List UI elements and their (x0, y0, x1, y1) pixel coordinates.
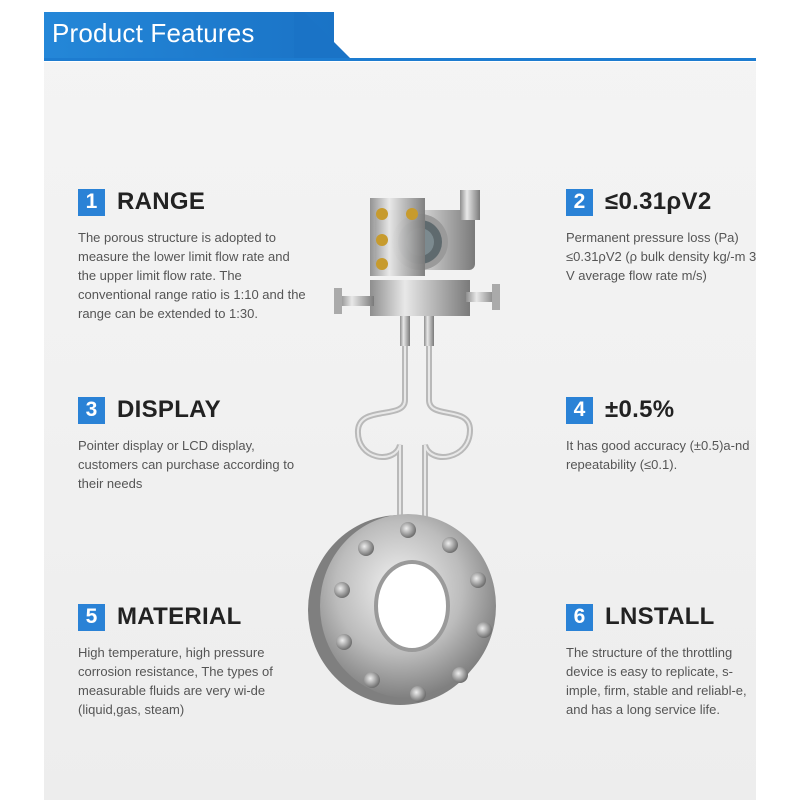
feature-accuracy (566, 394, 766, 474)
feature-title: MATERIAL (117, 603, 242, 630)
impulse-tubes (358, 346, 470, 520)
transmitter-head (370, 190, 480, 276)
section-banner (44, 0, 756, 62)
feature-title: LNSTALL (605, 603, 715, 630)
banner-slant (294, 12, 354, 58)
feature-description: Pointer display or LCD display, customers can purchase according to their needs (78, 438, 295, 491)
banner-underline (44, 58, 756, 61)
orifice-flange (308, 514, 496, 705)
feature-description: The structure of the throttling device is easy to replicate, s-imple, firm, stable and reliabl-e, and has a long service life. (566, 645, 747, 717)
feature-number-badge: 4 (566, 397, 593, 424)
feature-material (78, 601, 308, 719)
page-title: Product Features (52, 18, 255, 48)
feature-number-badge: 3 (78, 397, 105, 424)
feature-install (566, 601, 766, 719)
feature-display (78, 394, 308, 493)
feature-number-badge: 1 (78, 189, 105, 216)
feature-description: Permanent pressure loss (Pa) ≤0.31ρV2 (ρ bulk density kg/-m 3 V average flow rate m/s) (566, 230, 757, 283)
feature-description: The porous structure is adopted to measure the lower limit flow rate and the upper limit flow rate. The conventional range ratio is 1:10 and the range can be extended to 1:30. (78, 230, 306, 321)
feature-number-badge: 5 (78, 604, 105, 631)
feature-title: ≤0.31ρV2 (605, 188, 712, 215)
feature-pressure-loss (566, 186, 766, 285)
feature-title: RANGE (117, 188, 206, 215)
flowmeter-product-image (300, 180, 510, 800)
valve-manifold (334, 280, 500, 346)
feature-title: ±0.5% (605, 396, 675, 423)
feature-title: DISPLAY (117, 396, 221, 423)
feature-description: High temperature, high pressure corrosion resistance, The types of measurable fluids are very wi-de (liquid,gas, steam) (78, 645, 273, 717)
feature-range (78, 186, 308, 323)
feature-number-badge: 6 (566, 604, 593, 631)
feature-description: It has good accuracy (±0.5)a-nd repeatability (≤0.1). (566, 438, 750, 472)
feature-number-badge: 2 (566, 189, 593, 216)
